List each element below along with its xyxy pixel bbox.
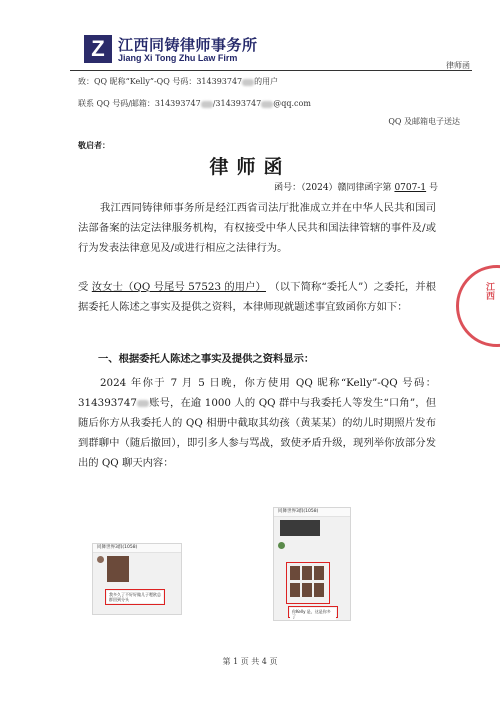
firm-logo-icon: Z <box>84 35 112 63</box>
highlight-box <box>286 562 330 604</box>
recipient-suffix: 的用户 <box>254 77 279 86</box>
recipient-line <box>78 76 278 87</box>
chat-message: 我多久了不好好做儿子嗯欧总群回到分头 <box>109 592 161 602</box>
contact-domain: @qq.com <box>273 99 311 108</box>
client-prefix: 受 <box>78 281 89 293</box>
redaction-mark <box>261 101 273 108</box>
photo-image <box>314 566 324 580</box>
highlight-box <box>105 589 165 605</box>
recipient-text: 致：QQ 昵称“Kelly”-QQ 号码：314393747 <box>78 77 243 86</box>
photo-image <box>290 583 300 597</box>
facts-part-b: 账号，在逾 1000 人的 QQ 群中与我委托人等发生“口角”，但随后你方从我委托人的 QQ 相册中截取其幼孩（黄某某）的幼儿时期照片发布到群聊中（随后撤回），即引多人参与骂战，致使矛盾升级，现列举你放部分发出的 QQ 聊天内容： <box>78 397 436 469</box>
redaction-mark <box>201 101 213 108</box>
redaction-mark <box>137 400 149 407</box>
client-name: 汝女士（QQ 号尾号 57523 的用户） <box>91 281 266 293</box>
child-photo-image <box>107 556 129 582</box>
firm-name-en: Jiang Xi Tong Zhu Law Firm <box>118 53 238 63</box>
header-divider <box>70 70 472 71</box>
photo-image <box>314 583 324 597</box>
chat-message: 你Kelly 是，这是你多了 <box>290 608 336 620</box>
doc-number-value: 0707-1 <box>394 183 427 193</box>
avatar <box>278 542 285 549</box>
seal-text: 江西 <box>484 282 494 300</box>
document-number <box>274 180 438 193</box>
paragraph-client <box>78 277 436 317</box>
photo-image <box>302 566 312 580</box>
official-seal-icon <box>456 265 500 347</box>
photo-image <box>302 583 312 597</box>
doc-number-prefix: 函号：（2024）赣同律函字第 <box>274 183 392 193</box>
paragraph-intro: 我江西同铸律师事务所是经江西省司法厅批准成立并在中华人民共和国司法部备案的法定法律服务机构，有权接受中华人民共和国法律管辖的事件及/或行为发表法律意见及/或进行相应之法律行为。 <box>78 202 436 254</box>
contact-label: 联系 QQ 号码/邮箱： <box>78 99 155 108</box>
letter-title: 律师函 <box>209 156 291 178</box>
media-thumbnail-image <box>280 520 320 536</box>
avatar <box>97 556 104 563</box>
chat-header: 同舞世界3群(1058) <box>93 544 181 553</box>
document-type-label: 律师函 <box>446 61 470 70</box>
chat-header: 同舞世界3群(1058) <box>274 508 350 517</box>
redaction-mark <box>242 79 254 86</box>
contact-separator: /314393747 <box>212 99 262 108</box>
chat-screenshot-left <box>92 543 182 615</box>
client-rest: （以下简称“委托人”）之委托，并根据委托人陈述之事实及提供之资料，本律师现就题述事宜致函你方如下： <box>78 281 437 313</box>
paragraph-facts <box>78 373 436 473</box>
chat-screenshot-right <box>273 507 351 621</box>
firm-name-cn: 江西同铸律师事务所 <box>118 36 258 54</box>
facts-part-a: 2024 年你于 7 月 5 日晚，你方使用 QQ 昵称“Kelly”-QQ 号码：314393747 <box>78 377 436 409</box>
contact-line <box>78 98 311 109</box>
section-heading-1: 一、根据委托人陈述之事实及提供之资料显示： <box>98 353 315 365</box>
doc-number-suffix: 号 <box>428 183 438 193</box>
page-number: 第 1 页 共 4 页 <box>222 657 278 666</box>
contact-qq: 314393747 <box>154 99 201 108</box>
highlight-box <box>288 606 338 618</box>
salutation: 敬启者： <box>78 140 110 150</box>
photo-image <box>290 566 300 580</box>
delivery-method: QQ 及邮箱电子送达 <box>388 117 460 126</box>
